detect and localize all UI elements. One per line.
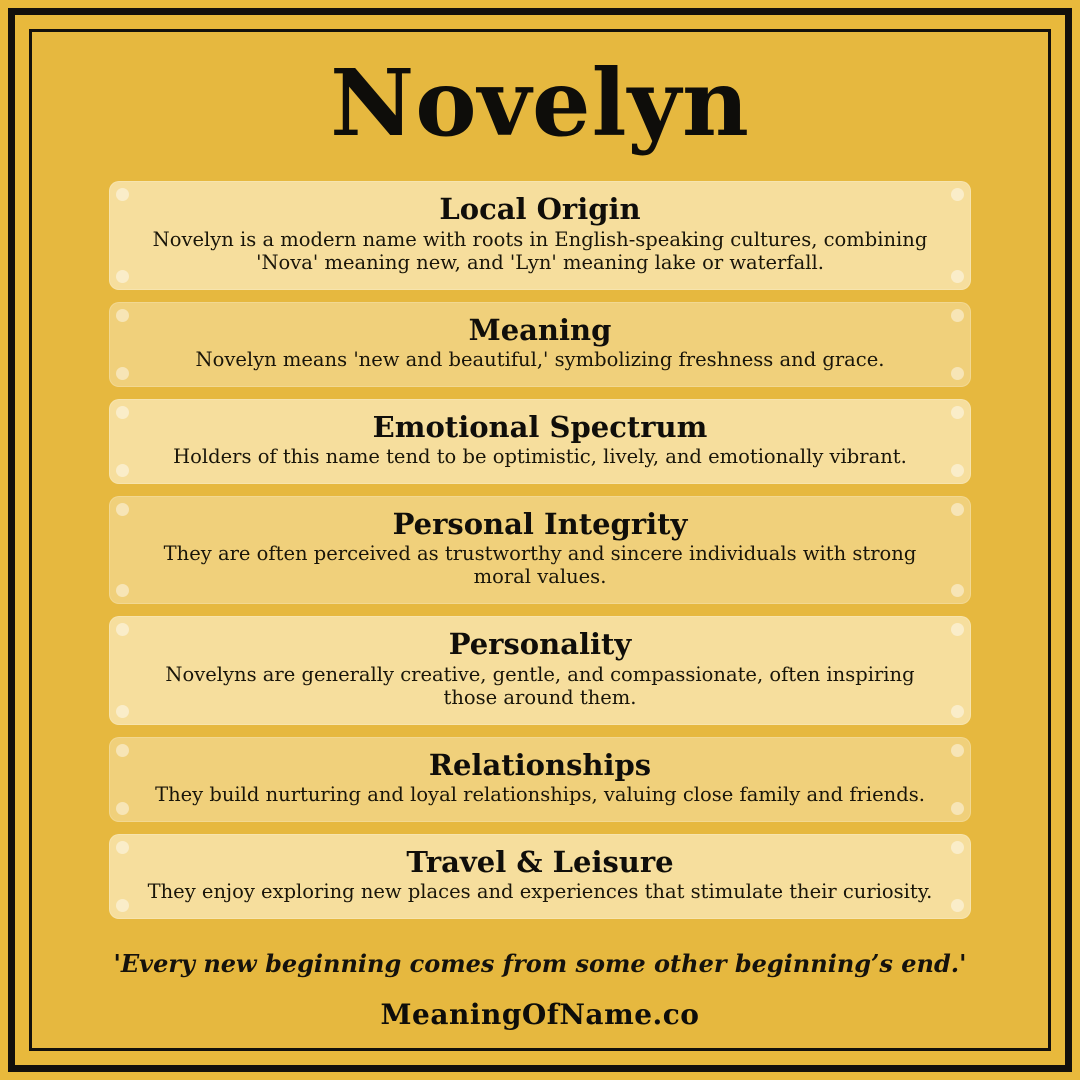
section-personality xyxy=(109,616,971,724)
rivet-icon xyxy=(951,188,964,201)
rivet-icon xyxy=(951,744,964,757)
section-body: Holders of this name tend to be optimistic, lively, and emotionally vibrant. xyxy=(173,445,907,469)
rivet-icon xyxy=(116,503,129,516)
section-relationships xyxy=(109,737,971,822)
section-heading: Relationships xyxy=(428,747,652,782)
rivet-icon xyxy=(951,899,964,912)
rivet-icon xyxy=(116,406,129,419)
rivet-icon xyxy=(116,584,129,597)
quote-text: 'Every new beginning comes from some other beginning’s end.' xyxy=(113,949,967,979)
sections-list xyxy=(109,181,971,919)
rivet-icon xyxy=(116,309,129,322)
rivet-icon xyxy=(951,503,964,516)
section-body: They build nurturing and loyal relationships, valuing close family and friends. xyxy=(155,782,925,806)
section-body: They are often perceived as trustworthy and sincere individuals with strong moral values. xyxy=(163,542,917,589)
section-heading: Travel & Leisure xyxy=(406,844,674,879)
rivet-icon xyxy=(116,270,129,283)
section-personal-integrity xyxy=(109,496,971,604)
rivet-icon xyxy=(951,270,964,283)
rivet-icon xyxy=(116,841,129,854)
poster-outer-frame xyxy=(8,8,1072,1072)
rivet-icon xyxy=(951,309,964,322)
section-meaning xyxy=(109,302,971,387)
section-heading: Local Origin xyxy=(439,192,641,227)
rivet-icon xyxy=(116,464,129,477)
section-heading: Meaning xyxy=(468,312,612,347)
rivet-icon xyxy=(951,705,964,718)
rivet-icon xyxy=(951,841,964,854)
rivet-icon xyxy=(951,623,964,636)
section-body: Novelyn is a modern name with roots in English-speaking cultures, combining 'Nova' meaning new, and 'Lyn' meaning lake or waterfall. xyxy=(152,227,928,274)
rivet-icon xyxy=(116,367,129,380)
rivet-icon xyxy=(116,705,129,718)
rivet-icon xyxy=(116,802,129,815)
section-heading: Personal Integrity xyxy=(392,507,688,542)
page-title: Novelyn xyxy=(330,49,750,157)
section-heading: Personality xyxy=(448,627,632,662)
rivet-icon xyxy=(951,464,964,477)
section-body: Novelyns are generally creative, gentle, and compassionate, often inspiring those around them. xyxy=(165,662,915,709)
section-travel-and-leisure xyxy=(109,834,971,919)
section-heading: Emotional Spectrum xyxy=(372,409,708,444)
brand-name: MeaningOfName.co xyxy=(380,998,700,1032)
rivet-icon xyxy=(951,584,964,597)
rivet-icon xyxy=(951,367,964,380)
section-body: They enjoy exploring new places and experiences that stimulate their curiosity. xyxy=(147,880,933,904)
rivet-icon xyxy=(116,899,129,912)
section-emotional-spectrum xyxy=(109,399,971,484)
section-body: Novelyn means 'new and beautiful,' symbolizing freshness and grace. xyxy=(195,347,885,371)
poster-inner-frame xyxy=(29,29,1051,1051)
rivet-icon xyxy=(116,623,129,636)
rivet-icon xyxy=(951,802,964,815)
rivet-icon xyxy=(116,744,129,757)
rivet-icon xyxy=(951,406,964,419)
section-local-origin xyxy=(109,181,971,289)
rivet-icon xyxy=(116,188,129,201)
